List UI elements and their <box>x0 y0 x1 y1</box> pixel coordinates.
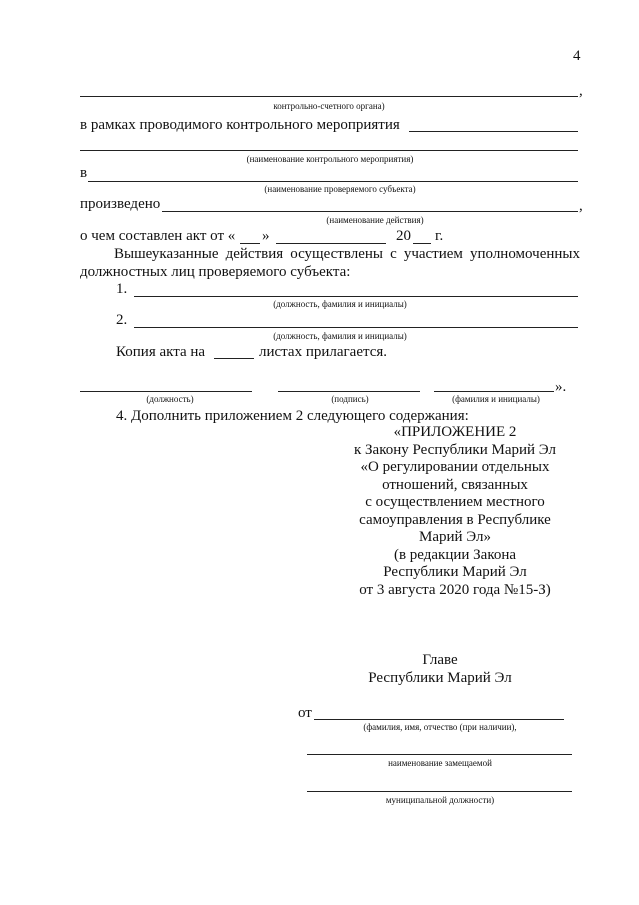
act-year: 20 <box>396 228 411 244</box>
copy-suffix: листах прилагается. <box>259 344 388 360</box>
comma: , <box>579 83 583 99</box>
caption-position: (должность) <box>146 394 194 404</box>
closing-quote: ». <box>555 379 567 395</box>
caption-full-name: (фамилия, имя, отчество (при наличии), <box>363 722 517 732</box>
prefix-produced: произведено <box>80 196 161 212</box>
prefix-v: в <box>80 165 88 181</box>
appendix-header <box>330 424 580 599</box>
item-1-number: 1. <box>116 281 128 297</box>
addressee-block <box>340 652 540 687</box>
blank-line-event-name <box>80 150 578 151</box>
caption-position-name: наименование замещаемой <box>388 758 492 768</box>
appendix-header-line: отношений, связанных <box>382 476 528 493</box>
addressee-line-1: Главе <box>422 652 458 668</box>
appendix-header-line: Республики Марий Эл <box>383 564 527 580</box>
blank-line-municipal-position <box>307 791 572 792</box>
blank-line-official-1 <box>134 296 578 297</box>
blank-line-action <box>162 211 578 212</box>
blank-line-act-month <box>276 243 386 244</box>
appendix-header-line: самоуправления в Республике <box>359 511 551 528</box>
participation-line-2: должностных лиц проверяемого субъекта: <box>80 264 351 280</box>
appendix-header-line: «О регулировании отдельных <box>360 459 550 475</box>
appendix-header-line: (в редакции Закона <box>393 546 517 563</box>
appendix-header-line: «ПРИЛОЖЕНИЕ 2 <box>393 424 517 440</box>
appendix-header-line: к Закону Республики Марий Эл <box>353 441 556 458</box>
caption-signature: (подпись) <box>331 394 369 404</box>
item-2-number: 2. <box>116 312 128 328</box>
caption-event-name: (наименование контрольного мероприятия) <box>246 154 414 164</box>
appendix-header-line: от 3 августа 2020 года №15-З) <box>359 581 551 598</box>
blank-line-subject <box>88 181 578 182</box>
caption-name-initials: (фамилия и инициалы) <box>452 394 540 404</box>
blank-line-official-2 <box>134 327 578 328</box>
participation-line-1: Вышеуказанные действия осуществлены с участием уполномоченных <box>114 246 580 262</box>
blank-line-position-name <box>307 754 572 755</box>
amendment-item-4: 4. Дополнить приложением 2 следующего содержания: <box>116 408 469 424</box>
appendix-header-line: Марий Эл» <box>419 529 491 545</box>
blank-line-signature <box>278 391 420 392</box>
appendix-header-line: с осуществлением местного <box>365 494 545 510</box>
comma-2: , <box>579 198 583 214</box>
blank-line-event <box>409 131 578 132</box>
blank-line-control-body <box>80 96 578 97</box>
blank-line-act-day <box>240 243 260 244</box>
from-prefix: от <box>298 705 312 721</box>
blank-line-name <box>434 391 554 392</box>
caption-control-body: контрольно-счетного органа) <box>273 101 385 111</box>
caption-official-2: (должность, фамилия и инициалы) <box>273 331 407 341</box>
act-prefix: о чем составлен акт от « <box>80 228 236 244</box>
caption-subject-name: (наименование проверяемого субъекта) <box>264 184 416 194</box>
within-event-text: в рамках проводимого контрольного мероприятия <box>80 117 400 133</box>
caption-municipal-position: муниципальной должности) <box>385 795 495 805</box>
page-number: 4 <box>573 48 581 64</box>
caption-official-1: (должность, фамилия и инициалы) <box>273 299 407 309</box>
copy-prefix: Копия акта на <box>116 344 206 360</box>
addressee-line-2: Республики Марий Эл <box>368 669 512 686</box>
act-quote-close: » <box>262 228 270 244</box>
blank-line-position <box>80 391 252 392</box>
blank-line-full-name <box>314 719 564 720</box>
caption-action-name: (наименование действия) <box>326 215 424 225</box>
blank-line-act-year <box>413 243 431 244</box>
blank-line-sheets <box>214 358 254 359</box>
act-year-suffix: г. <box>435 228 444 244</box>
